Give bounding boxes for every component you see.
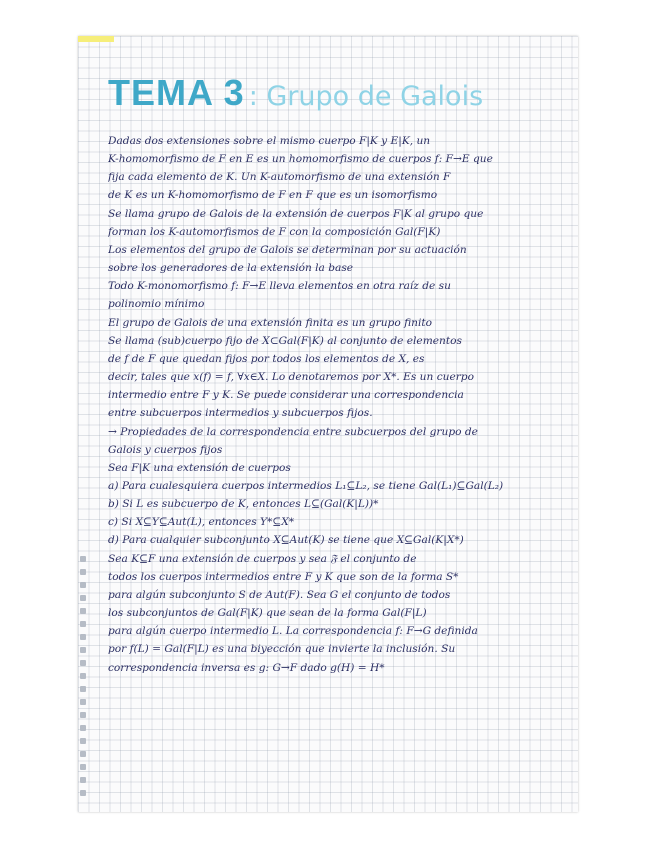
note-line: para algún subconjunto S de Aut(F). Sea G el conjunto de todos <box>108 588 451 601</box>
note-line: b) Si L es subcuerpo de K, entonces L⊆(Gal(K|L))* <box>108 498 379 511</box>
note-line: Se llama (sub)cuerpo fijo de X⊂Gal(F|K) al conjunto de elementos <box>108 334 462 347</box>
tape-strip <box>78 36 114 42</box>
note-line: correspondencia inversa es g: G→F dado g(H) = H* <box>108 661 385 674</box>
note-line: decir, tales que x(f) = f, ∀x∈X. Lo denotaremos por X*. Es un cuerpo <box>108 371 474 384</box>
note-line: los subconjuntos de Gal(F|K) que sean de la forma Gal(F|L) <box>108 607 427 620</box>
page-title <box>108 72 483 114</box>
note-line: Galois y cuerpos fijos <box>108 443 223 456</box>
note-line: forman los K-automorfismos de F con la composición Gal(F|K) <box>108 225 441 238</box>
binding-hole <box>80 790 86 796</box>
note-line: El grupo de Galois de una extensión finita es un grupo finito <box>108 316 432 329</box>
note-line: entre subcuerpos intermedios y subcuerpos fijos. <box>108 407 373 420</box>
note-line: Se llama grupo de Galois de la extensión de cuerpos F|K al grupo que <box>108 207 484 220</box>
note-line: d) Para cualquier subconjunto X⊆Aut(K) se tiene que X⊆Gal(K|X*) <box>108 534 464 547</box>
binding-hole <box>80 751 86 757</box>
note-line: Los elementos del grupo de Galois se determinan por su actuación <box>108 243 467 256</box>
note-line: Dadas dos extensiones sobre el mismo cuerpo F|K y E|K, un <box>108 135 431 147</box>
note-line: de f de F que quedan fijos por todos los elementos de X, es <box>108 352 425 365</box>
binding-hole <box>80 738 86 744</box>
spiral-binding-holes <box>80 556 88 803</box>
binding-hole <box>80 725 86 731</box>
note-line: K-homomorfismo de F en E es un homomorfismo de cuerpos f: F→E que <box>108 153 493 166</box>
binding-hole <box>80 712 86 718</box>
note-line: Todo K-monomorfismo f: F→E lleva elementos en otra raíz de su <box>108 280 451 293</box>
binding-hole <box>80 556 86 562</box>
note-line: polinomio mínimo <box>108 298 205 311</box>
note-line: c) Si X⊆Y⊆Aut(L), entonces Y*⊆X* <box>108 516 295 529</box>
note-line: → Propiedades de la correspondencia entre subcuerpos del grupo de <box>108 425 478 438</box>
binding-hole <box>80 699 86 705</box>
note-line: sobre los generadores de la extensión la base <box>108 262 354 275</box>
title-main: TEMA 3 <box>108 72 245 113</box>
note-line: intermedio entre F y K. Se puede considerar una correspondencia <box>108 389 464 402</box>
note-line: para algún cuerpo intermedio L. La correspondencia f: F→G definida <box>108 625 478 638</box>
binding-hole <box>80 686 86 692</box>
note-line: Sea K⊆F una extensión de cuerpos y sea 𝔉 el conjunto de <box>108 552 417 565</box>
binding-hole <box>80 777 86 783</box>
note-line: fija cada elemento de K. Un K-automorfismo de una extensión F <box>108 171 451 184</box>
title-subtitle: : Grupo de Galois <box>248 81 484 112</box>
binding-hole <box>80 660 86 666</box>
binding-hole <box>80 621 86 627</box>
handwritten-notes <box>108 132 578 677</box>
binding-hole <box>80 634 86 640</box>
binding-hole <box>80 647 86 653</box>
binding-hole <box>80 569 86 575</box>
binding-hole <box>80 595 86 601</box>
note-line: a) Para cualesquiera cuerpos intermedios L₁⊆L₂, se tiene Gal(L₁)⊆Gal(L₂) <box>108 479 504 492</box>
binding-hole <box>80 608 86 614</box>
note-line: por f(L) = Gal(F|L) es una biyección que invierte la inclusión. Su <box>108 643 456 656</box>
binding-hole <box>80 764 86 770</box>
notebook-page <box>78 36 578 812</box>
note-line: todos los cuerpos intermedios entre F y K que son de la forma S* <box>108 570 459 583</box>
note-line: Sea F|K una extensión de cuerpos <box>108 461 291 474</box>
note-line: de K es un K-homomorfismo de F en F que es un isomorfismo <box>108 189 438 202</box>
binding-hole <box>80 582 86 588</box>
binding-hole <box>80 673 86 679</box>
